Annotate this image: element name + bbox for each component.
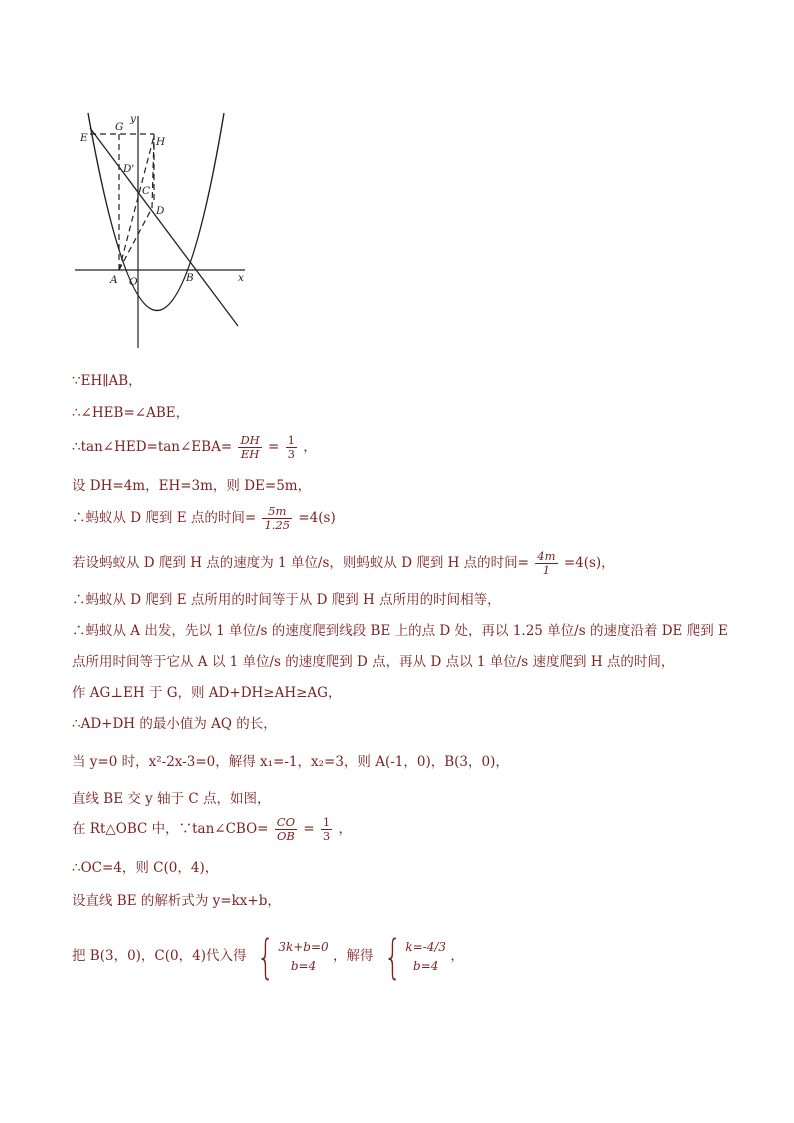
- line-6-suffix: =4(s)，: [563, 555, 615, 571]
- line-13: 直线 BE 交 y 轴于 C 点，如图，: [72, 791, 271, 807]
- fraction-one-third: [286, 434, 297, 461]
- label-d-prime: D': [123, 163, 135, 175]
- line-6: [72, 548, 615, 578]
- fraction-denominator: 3: [287, 447, 295, 461]
- fraction-numerator: DH: [240, 433, 260, 447]
- line-16: 设直线 BE 的解析式为 y=kx+b，: [72, 893, 281, 909]
- system-1-eq-a: 3k+b=0: [278, 939, 329, 954]
- line-12: 当 y=0 时，x²-2x-3=0，解得 x₁=-1，x₂=3，则 A(-1，0)，B(3，0)，: [72, 754, 509, 770]
- line-17-suffix: ，: [450, 948, 464, 964]
- line-17-mid: ，解得: [332, 948, 374, 964]
- fraction-numerator: 1: [287, 433, 295, 447]
- equation-system-2: [405, 938, 446, 976]
- label-x-axis: x: [238, 272, 244, 284]
- fraction-denominator: 1.25: [264, 518, 291, 532]
- label-g: G: [115, 121, 124, 133]
- segment-ad: [119, 208, 152, 270]
- label-d: D: [156, 205, 165, 217]
- parabola-figure: [70, 108, 255, 353]
- fraction-numerator: 4m: [537, 549, 556, 563]
- fraction-dh-eh: [238, 434, 261, 461]
- fraction-denominator: 3: [322, 829, 331, 843]
- fraction-4m-1: [535, 550, 557, 577]
- system-2-eq-b: b=4: [413, 958, 439, 973]
- segment-ah: [119, 136, 154, 270]
- label-a: A: [110, 274, 118, 286]
- label-e: E: [80, 132, 88, 144]
- fraction-denominator: EH: [240, 447, 260, 461]
- fraction-numerator: 5m: [262, 505, 292, 519]
- left-brace-icon: {: [256, 929, 275, 984]
- line-17-prefix: 把 B(3，0)，C(0，4)代入得: [72, 948, 247, 964]
- line-15: ∴OC=4，则 C(0，4)，: [72, 860, 219, 876]
- line-14-suffix: ，: [338, 821, 353, 837]
- line-3-suffix: ，: [303, 439, 317, 455]
- equals-sign: =: [268, 439, 280, 455]
- line-9: 点所用时间等于它从 A 以 1 单位/s 的速度爬到 D 点，再从 D 点以 1 单位/s 速度爬到 H 点的时间，: [72, 654, 675, 670]
- line-10: 作 AG⊥EH 于 G，则 AD+DH≥AH≥AG，: [72, 685, 342, 701]
- line-6-prefix: 若设蚂蚁从 D 爬到 H 点的速度为 1 单位/s，则蚂蚁从 D 爬到 H 点的时间=: [72, 555, 529, 571]
- line-2: ∴∠HEB=∠ABE，: [72, 405, 190, 421]
- line-5: [72, 503, 336, 533]
- fraction-numerator: 1: [322, 815, 331, 829]
- system-2-eq-a: k=-4/3: [405, 939, 447, 954]
- fraction-numerator: CO: [276, 815, 296, 829]
- line-11: ∴AD+DH 的最小值为 AQ 的长，: [72, 716, 277, 732]
- label-h: H: [156, 136, 166, 148]
- line-4: 设 DH=4m，EH=3m，则 DE=5m，: [72, 478, 312, 494]
- fraction-co-ob: [275, 816, 297, 843]
- label-o: O: [129, 276, 138, 288]
- line-17: [72, 928, 464, 984]
- line-3: [72, 432, 317, 462]
- line-5-prefix: ∴蚂蚁从 D 爬到 E 点的时间=: [72, 510, 257, 526]
- line-5-suffix: =4(s): [298, 510, 336, 526]
- fraction-one-third: [321, 816, 332, 843]
- fraction-5m-125: [262, 505, 292, 532]
- label-c: C: [142, 185, 151, 197]
- fraction-denominator: OB: [276, 829, 295, 843]
- line-3-prefix: ∴tan∠HED=tan∠EBA=: [72, 439, 233, 455]
- line-8: ∴蚂蚁从 A 出发，先以 1 单位/s 的速度爬到线段 BE 上的点 D 处，再以 1.25 单位/s 的速度沿着 DE 爬到 E: [72, 623, 728, 639]
- line-7: ∴蚂蚁从 D 爬到 E 点所用的时间等于从 D 爬到 H 点所用的时间相等，: [72, 592, 501, 608]
- equation-system-1: [278, 938, 328, 976]
- left-brace-icon: {: [383, 929, 402, 984]
- label-b: B: [186, 272, 194, 284]
- system-1-eq-b: b=4: [290, 958, 317, 973]
- label-y-axis: y: [130, 113, 136, 125]
- equals-sign: =: [303, 821, 315, 837]
- fraction-denominator: 1: [542, 563, 551, 577]
- line-14-prefix: 在 Rt△OBC 中，∵tan∠CBO=: [72, 821, 269, 837]
- line-1: ∵EH∥AB，: [72, 373, 142, 389]
- line-14: [72, 814, 352, 844]
